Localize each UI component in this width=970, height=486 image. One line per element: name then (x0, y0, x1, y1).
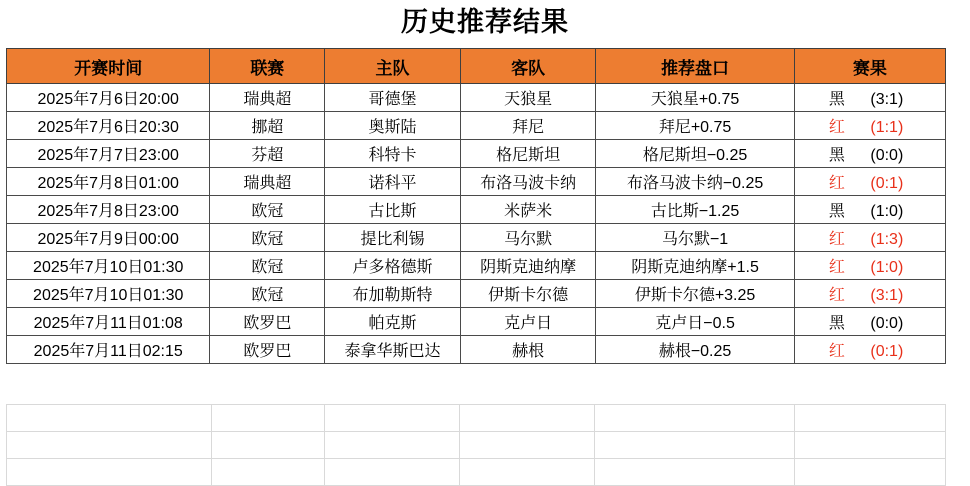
cell-result (794, 196, 945, 224)
header-cell-time[interactable]: 开赛时间 (7, 49, 210, 84)
empty-cell[interactable] (794, 405, 945, 432)
cell-time: 2025年7月11日02:15 (7, 336, 210, 364)
cell-recommendation: 拜尼+0.75 (596, 112, 794, 140)
result-flag: 黑 (828, 91, 845, 108)
cell-recommendation: 赫根−0.25 (596, 336, 794, 364)
cell-result (794, 308, 945, 336)
result-flag: 黑 (828, 147, 845, 164)
cell-away: 伊斯卡尔德 (460, 280, 596, 308)
table-row (7, 308, 946, 336)
result-score: (3:1) (870, 287, 904, 304)
cell-home: 科特卡 (325, 140, 461, 168)
cell-recommendation: 格尼斯坦−0.25 (596, 140, 794, 168)
page-title: 历史推荐结果 (401, 7, 569, 37)
result-score: (0:1) (870, 343, 904, 360)
cell-result (794, 84, 945, 112)
cell-home: 布加勒斯特 (325, 280, 461, 308)
empty-cell[interactable] (211, 432, 325, 459)
empty-cell[interactable] (794, 459, 945, 486)
header-cell-away[interactable]: 客队 (460, 49, 596, 84)
empty-row (7, 405, 946, 432)
cell-home: 奥斯陆 (325, 112, 461, 140)
cell-home: 提比利锡 (325, 224, 461, 252)
table-row (7, 168, 946, 196)
result-flag: 红 (828, 343, 845, 360)
table-row (7, 252, 946, 280)
cell-league: 瑞典超 (210, 84, 325, 112)
cell-result (794, 224, 945, 252)
cell-league: 瑞典超 (210, 168, 325, 196)
cell-time: 2025年7月8日01:00 (7, 168, 210, 196)
cell-recommendation: 克卢日−0.5 (596, 308, 794, 336)
cell-result (794, 168, 945, 196)
result-score: (3:1) (870, 91, 904, 108)
cell-time: 2025年7月10日01:30 (7, 280, 210, 308)
empty-row (7, 459, 946, 486)
cell-away: 拜尼 (460, 112, 596, 140)
cell-league: 挪超 (210, 112, 325, 140)
cell-league: 欧罗巴 (210, 308, 325, 336)
result-score: (1:0) (870, 259, 904, 276)
cell-time: 2025年7月6日20:00 (7, 84, 210, 112)
cell-time: 2025年7月9日00:00 (7, 224, 210, 252)
cell-home: 哥德堡 (325, 84, 461, 112)
header-cell-home[interactable]: 主队 (325, 49, 461, 84)
empty-cell[interactable] (325, 405, 460, 432)
cell-away: 阴斯克迪纳摩 (460, 252, 596, 280)
header-cell-result[interactable]: 赛果 (794, 49, 945, 84)
cell-time: 2025年7月8日23:00 (7, 196, 210, 224)
cell-league: 欧冠 (210, 252, 325, 280)
empty-cell[interactable] (595, 459, 794, 486)
empty-cell[interactable] (211, 405, 325, 432)
cell-home: 诺科平 (325, 168, 461, 196)
table-row (7, 140, 946, 168)
empty-cell[interactable] (325, 432, 460, 459)
empty-cell[interactable] (325, 459, 460, 486)
cell-recommendation: 马尔默−1 (596, 224, 794, 252)
empty-cell[interactable] (7, 459, 212, 486)
empty-cell[interactable] (211, 459, 325, 486)
cell-away: 米萨米 (460, 196, 596, 224)
cell-time: 2025年7月7日23:00 (7, 140, 210, 168)
cell-away: 马尔默 (460, 224, 596, 252)
table-row (7, 196, 946, 224)
result-score: (0:0) (870, 147, 904, 164)
history-results-table (6, 48, 946, 364)
cell-home: 泰拿华斯巴达 (325, 336, 461, 364)
result-flag: 红 (828, 231, 845, 248)
cell-recommendation: 布洛马波卡纳−0.25 (596, 168, 794, 196)
cell-recommendation: 伊斯卡尔德+3.25 (596, 280, 794, 308)
empty-row (7, 432, 946, 459)
header-cell-league[interactable]: 联赛 (210, 49, 325, 84)
empty-grid (6, 404, 946, 486)
empty-cell[interactable] (460, 459, 595, 486)
cell-league: 芬超 (210, 140, 325, 168)
empty-cell[interactable] (460, 405, 595, 432)
cell-time: 2025年7月6日20:30 (7, 112, 210, 140)
cell-time: 2025年7月11日01:08 (7, 308, 210, 336)
result-score: (1:1) (870, 119, 904, 136)
result-flag: 红 (828, 119, 845, 136)
table-body (7, 84, 946, 364)
cell-recommendation: 天狼星+0.75 (596, 84, 794, 112)
cell-league: 欧冠 (210, 280, 325, 308)
cell-result (794, 336, 945, 364)
cell-away: 赫根 (460, 336, 596, 364)
cell-away: 天狼星 (460, 84, 596, 112)
cell-recommendation: 阴斯克迪纳摩+1.5 (596, 252, 794, 280)
header-cell-recommendation[interactable]: 推荐盘口 (596, 49, 794, 84)
cell-away: 克卢日 (460, 308, 596, 336)
table-header (7, 49, 946, 84)
result-flag: 黑 (828, 203, 845, 220)
cell-result (794, 112, 945, 140)
cell-league: 欧罗巴 (210, 336, 325, 364)
cell-away: 布洛马波卡纳 (460, 168, 596, 196)
result-score: (1:3) (870, 231, 904, 248)
cell-away: 格尼斯坦 (460, 140, 596, 168)
header-row (7, 49, 946, 84)
result-flag: 红 (828, 259, 845, 276)
result-flag: 红 (828, 175, 845, 192)
table-row (7, 84, 946, 112)
result-score: (0:1) (870, 175, 904, 192)
table-row (7, 112, 946, 140)
table-row (7, 280, 946, 308)
empty-cell[interactable] (7, 432, 212, 459)
cell-time: 2025年7月10日01:30 (7, 252, 210, 280)
empty-cell[interactable] (7, 405, 212, 432)
cell-home: 古比斯 (325, 196, 461, 224)
result-score: (0:0) (870, 315, 904, 332)
table-row (7, 224, 946, 252)
empty-cell[interactable] (460, 432, 595, 459)
result-score: (1:0) (870, 203, 904, 220)
cell-league: 欧冠 (210, 224, 325, 252)
cell-recommendation: 古比斯−1.25 (596, 196, 794, 224)
table-row (7, 336, 946, 364)
cell-result (794, 252, 945, 280)
cell-home: 卢多格德斯 (325, 252, 461, 280)
empty-cell[interactable] (595, 432, 794, 459)
empty-cell[interactable] (794, 432, 945, 459)
result-flag: 黑 (828, 315, 845, 332)
cell-result (794, 140, 945, 168)
cell-league: 欧冠 (210, 196, 325, 224)
result-flag: 红 (828, 287, 845, 304)
cell-result (794, 280, 945, 308)
empty-cell[interactable] (595, 405, 794, 432)
cell-home: 帕克斯 (325, 308, 461, 336)
